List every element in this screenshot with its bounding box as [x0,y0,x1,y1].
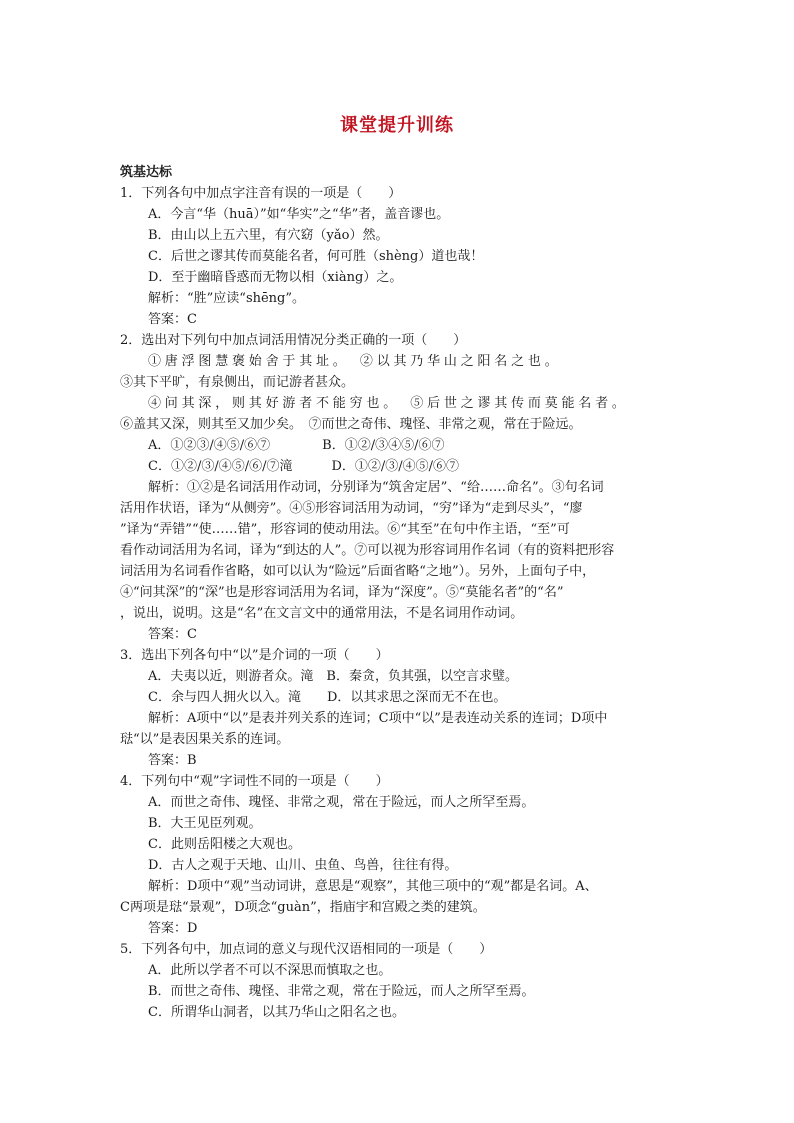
q1-option-a: A．今言“华（huā）”如“华实”之“华”者，盖音谬也。 [148,207,450,222]
page-title: 课堂提升训练 [340,115,454,136]
q3-explanation-line: 琺“以”是表因果关系的连词。 [120,732,290,747]
question-1-stem: 1．下列各句中加点字注音有误的一项是（ ） [120,186,402,201]
q2-explanation-line: 词活用为名词看作省略，如可以认为“险远”后面省略“之地”）。另外，上面句子中， [120,564,596,579]
q5-option-a: A．此所以学者不可以不深思而慎取之也。 [148,963,392,978]
q3-answer: 答案：B [148,753,197,768]
q2-explanation-line: ”译为“弄错”“使……错”，形容词的使动用法。⑥“其至”在句中作主语，“至”可 [120,522,570,537]
q2-options-ab: A．①②③/④⑤/⑥⑦ B．①②/③④⑤/⑥⑦ [148,438,445,453]
q2-sentences-line-1: ①唐浮图慧褒始舍于其址。 ②以其乃华山之阳名之也。 [148,354,562,369]
q4-option-c: C．此则岳阳楼之大观也。 [148,837,301,852]
q4-explanation-line: C两项是琺“景观”，D项念“guàn”，指庙宇和宫殿之类的建筑。 [120,900,486,915]
q5-option-b: B．而世之奇伟、瑰怪、非常之观，常在于险远，而人之所罕至焉。 [148,984,535,999]
q4-option-a: A．而世之奇伟、瑰怪、非常之观，常在于险远，而人之所罕至焉。 [148,795,535,810]
section-heading: 筑基达标 [120,165,173,180]
q2-explanation-line: 看作动词活用为名词，译为“到达的人”。⑦可以视为形容词用作名词（有的资料把形容 [120,543,615,558]
q5-option-c: C．所谓华山洞者，以其乃华山之阳名之也。 [148,1005,405,1020]
q4-option-d: D．古人之观于天地、山川、虫鱼、鸟兽，往往有得。 [148,858,458,873]
q3-options-ab: A．夫夷以近，则游者众。滝 B．秦贪，负其强，以空言求璧。 [148,669,518,684]
q2-explanation-line: ④“问其深”的“深”也是形容词活用为名词，译为“深度”。⑤“莫能名者”的“名” [120,585,564,600]
q1-option-b: B．由山以上五六里，有穴窈（yǎo）然。 [148,228,389,243]
q2-explanation-line: 解析：①②是名词活用作动词，分别译为“筑舍定居”、“给……命名”。③句名词 [148,480,604,495]
q1-explanation: 解析：“胜”应读“shēng”。 [148,291,306,306]
q4-answer: 答案：D [148,921,198,936]
q1-answer: 答案：C [148,312,197,327]
question-3-stem: 3．选出下列各句中“以”是介词的一项（ ） [120,648,389,663]
q3-explanation-line: 解析：A项中“以”是表并列关系的连词；C项中“以”是表连动关系的连词；D项中 [148,711,608,726]
q2-sentences-line-3: ④问其深，则其好游者不能穷也。 ⑤后世之谬其传而莫能名者。 [148,396,629,411]
q2-options-cd: C．①②/③/④⑤/⑥/⑦滝 D．①②/③/④⑤/⑥⑦ [148,459,460,474]
q4-option-b: B．大王见臣列观。 [148,816,262,831]
document-body [120,162,675,1023]
q4-explanation-line: 解析：D项中“观”当动词讲，意思是“观察”，其他三项中的“观”都是名词。A、 [148,879,598,894]
q1-option-c: C．后世之谬其传而莫能名者，何可胜（shèng）道也哉！ [148,249,484,264]
question-2-stem: 2．选出对下列句中加点词活用情况分类正确的一项（ ） [120,333,467,348]
question-4-stem: 4．下列句中“观”字词性不同的一项是（ ） [120,774,389,789]
q2-sentences-line-2: ③其下平旷，有泉侧出，而记游者甚众。 [120,375,355,390]
q2-sentences-line-4: ⑥盖其又深，则其至又加少矣。 ⑦而世之奇伟、瑰怪、非常之观，常在于险远。 [120,417,582,432]
q2-answer: 答案：C [148,627,197,642]
q3-options-cd: C．余与四人拥火以入。滝 D．以其求思之深而无不在也。 [148,690,507,705]
question-5-stem: 5．下列各句中，加点词的意义与现代汉语相同的一项是（ ） [120,942,493,957]
q1-option-d: D．至于幽暗昏惑而无物以相（xiàng）之。 [148,270,403,285]
q2-explanation-line: 活用作状语，译为“从侧旁”。④⑤形容词活用为动词，“穷”译为“走到尽头”，“廖 [120,501,583,516]
q2-explanation-line: ，说出，说明。这是“名”在文言文中的通常用法，不是名词用作动词。 [120,606,524,621]
